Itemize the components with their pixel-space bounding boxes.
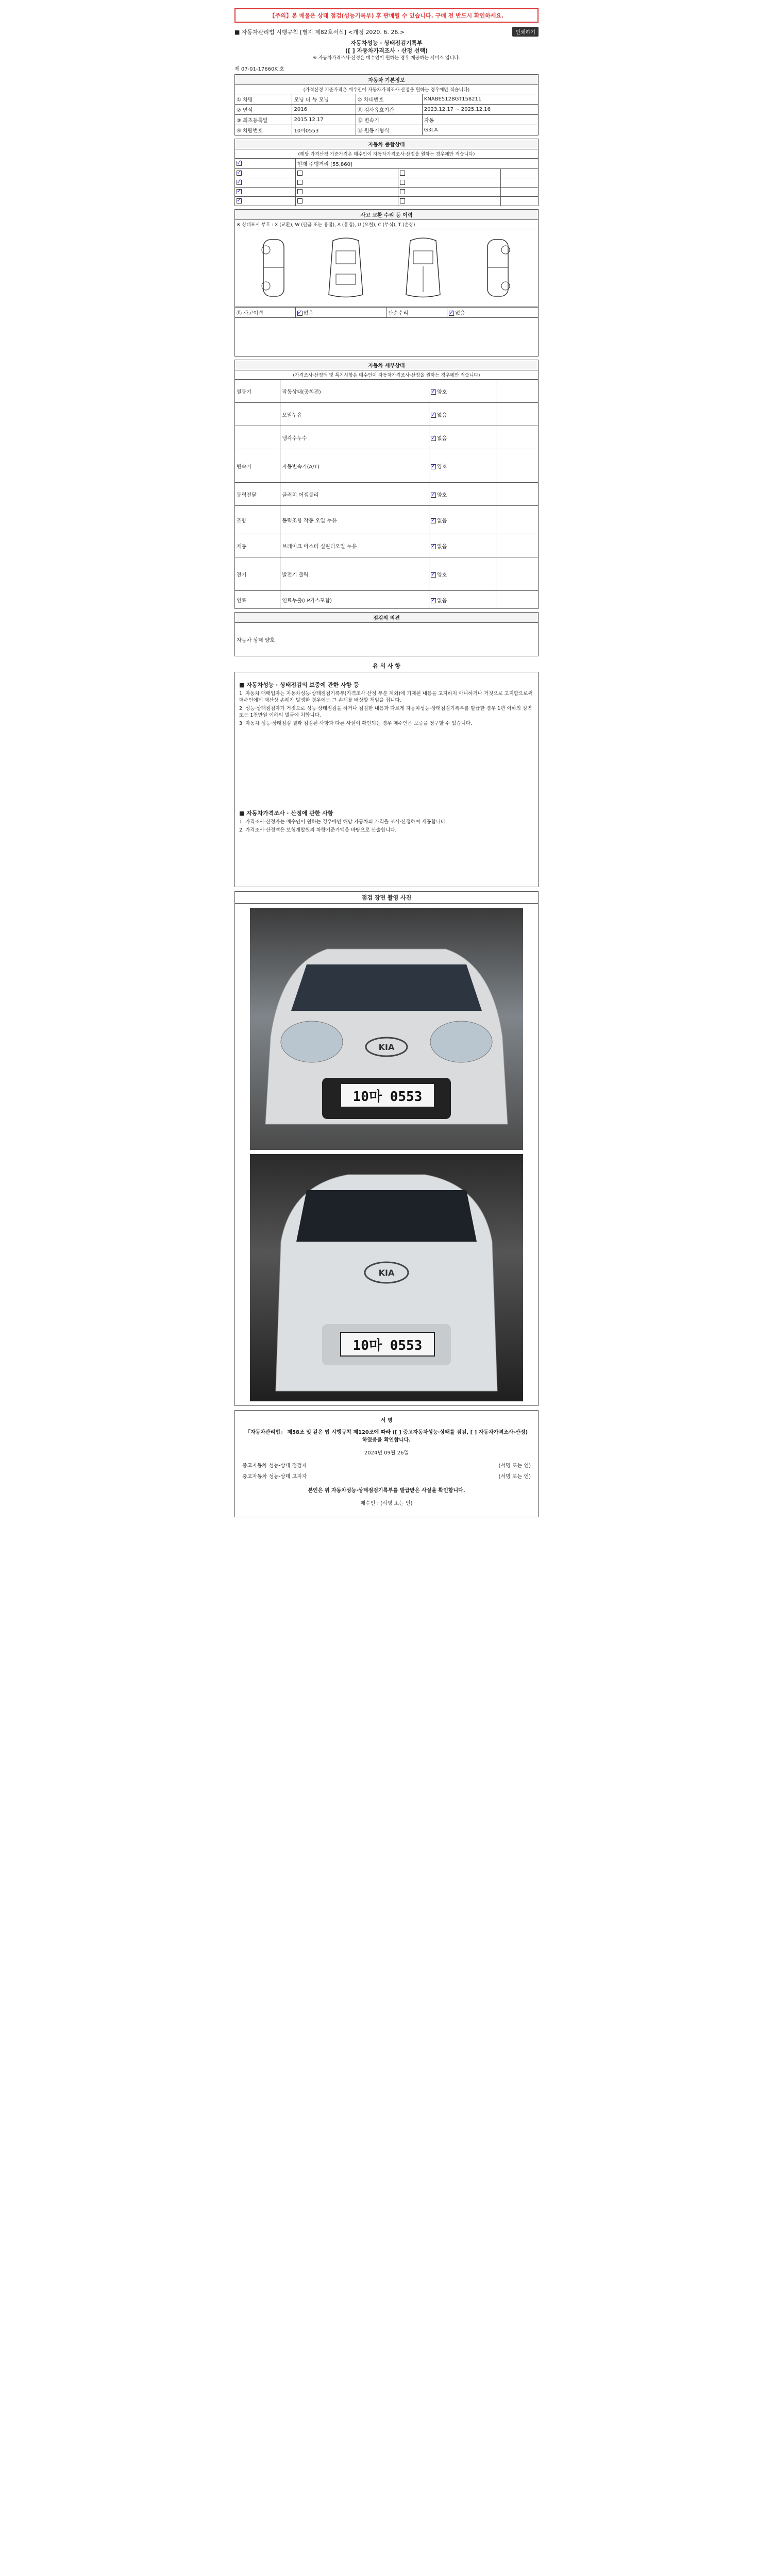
checkbox-icon xyxy=(297,311,303,316)
repair-value: 없음 xyxy=(455,311,465,316)
seller-label: 중고자동차 성능·상태 고지자 xyxy=(242,1474,307,1480)
basic-info-note: (가격산정 기준가격은 매수인이 자동차가격조사·산정을 원하는 경우에만 적습니다) xyxy=(235,85,539,94)
cell: 연료 xyxy=(235,591,280,609)
cell: 변속기 xyxy=(235,449,280,483)
status-heading: 자동차 종합상태 xyxy=(235,139,539,149)
cell: 2015.12.17 xyxy=(292,115,356,125)
cell: 조향 xyxy=(235,506,280,534)
checkbox-icon xyxy=(297,189,303,194)
accident-value: 없음 xyxy=(303,311,314,316)
checkbox-icon xyxy=(400,180,405,185)
car-right-side-icon xyxy=(469,235,526,300)
car-front-image xyxy=(250,908,523,1150)
cell: 연료누출(LP가스포함) xyxy=(280,591,429,609)
cell: KNABE512BGT158211 xyxy=(422,94,538,105)
checkbox-icon xyxy=(237,189,242,194)
checkbox-icon xyxy=(431,389,436,395)
cell: ① 차명 xyxy=(235,94,292,105)
signature-statement: 「자동차관리법」 제58조 및 같은 법 시행규칙 제120조에 따라 ([ ] 중고자동차성능·상태를 점검, [ ] 자동차가격조사·산정) 하였음을 확인합니다. xyxy=(245,1430,528,1443)
checkbox-icon xyxy=(297,171,303,176)
form-title-block xyxy=(234,39,539,62)
cell: 오일누유 xyxy=(280,403,429,426)
table-row xyxy=(235,105,539,115)
table-row xyxy=(235,197,539,206)
checkbox-icon xyxy=(431,493,436,498)
cell: 작동상태(공회전) xyxy=(280,380,429,403)
accident-label: ⑪ 사고이력 xyxy=(235,308,296,318)
cell: 없음 xyxy=(436,544,447,550)
signature-heading: 서 명 xyxy=(380,1418,393,1423)
checkbox-icon xyxy=(431,572,436,578)
cell: 2016 xyxy=(292,105,356,115)
cell: ⑩ 차대번호 xyxy=(356,94,422,105)
signature-date: 2024년 09월 26일 xyxy=(364,1450,409,1456)
cell: 자동 xyxy=(422,115,538,125)
damage-legend: ※ 상태표시 부호 : X (교환), W (판금 또는 용접), A (흠집), U (요철), C (부식), T (손상) xyxy=(235,220,539,229)
table-row xyxy=(235,188,539,197)
form-note: ※ 자동차가격조사·산정은 매수인이 원하는 경우 제공하는 서비스 입니다. xyxy=(313,56,460,61)
signature-row xyxy=(242,1472,531,1480)
basic-info-heading: 자동차 기본정보 xyxy=(235,75,539,85)
cell: 제동 xyxy=(235,534,280,557)
cell: 양호 xyxy=(436,464,447,470)
cell: 없음 xyxy=(436,518,447,524)
checkbox-icon xyxy=(431,544,436,549)
cell: 없음 xyxy=(436,598,447,604)
cell: ③ 최초등록일 xyxy=(235,115,292,125)
checkbox-icon xyxy=(431,518,436,523)
seller-value: (서명 또는 인) xyxy=(498,1474,531,1480)
opinion-heading: 점검의 의견 xyxy=(235,613,539,623)
checkbox-icon xyxy=(237,161,242,166)
car-rear-image xyxy=(250,1154,523,1401)
notes-section-title: ■ 자동차가격조사 · 산정에 관한 사항 xyxy=(239,810,333,817)
front-photo xyxy=(250,908,523,1150)
table-row xyxy=(235,178,539,188)
notes-section-title: ■ 자동차성능 · 상태점검의 보증에 관한 사항 등 xyxy=(239,682,359,688)
cell: 발전기 출력 xyxy=(280,557,429,591)
notes-paragraph: 1. 가격조사·산정자는 매수인이 원하는 경우에만 해당 자동차의 가격을 조사·산정하여 제공합니다. xyxy=(239,819,447,825)
cell xyxy=(235,403,280,426)
cell: ⑫ 변속기 xyxy=(356,115,422,125)
license-plate: 10마 0553 xyxy=(340,1083,435,1108)
cell: ② 연식 xyxy=(235,105,292,115)
cell: 모닝 더 뉴 모닝 xyxy=(292,94,356,105)
cell: 없음 xyxy=(436,412,447,418)
cell: 양호 xyxy=(436,572,447,578)
table-row xyxy=(235,449,539,483)
license-plate: 10마 0553 xyxy=(340,1332,435,1357)
table-row xyxy=(235,308,539,318)
cell: 없음 xyxy=(436,435,447,442)
cell: 자동변속기(A/T) xyxy=(280,449,429,483)
table-row xyxy=(235,426,539,449)
cell: 클러치 어셈블리 xyxy=(280,483,429,506)
damage-table xyxy=(234,209,539,229)
repair-label: 단순수리 xyxy=(386,308,447,318)
form-subtitle: ([ ] 자동차가격조사 · 산정 선택) xyxy=(345,47,428,54)
table-row xyxy=(235,403,539,426)
table-row xyxy=(235,159,539,169)
cell: ④ 차량번호 xyxy=(235,125,292,135)
table-row xyxy=(235,506,539,534)
brand-logo-text: KIA xyxy=(378,1268,395,1278)
cell: 브레이크 마스터 실린더오일 누유 xyxy=(280,534,429,557)
rear-photo xyxy=(250,1154,523,1401)
receiver-statement: 본인은 위 자동차성능·상태점검기록부를 발급받은 사실을 확인합니다. xyxy=(308,1488,465,1494)
table-row xyxy=(235,483,539,506)
checkbox-icon xyxy=(449,311,454,316)
brand-logo-text: KIA xyxy=(378,1042,395,1052)
notice-banner: 【주의】본 매물은 상태 점검(성능기록부) 후 판매될 수 있습니다. 구매 전 반드시 확인하세요. xyxy=(234,8,539,23)
checkbox-icon xyxy=(431,413,436,418)
checkbox-icon xyxy=(400,198,405,204)
table-row xyxy=(235,591,539,609)
inspector-value: (서명 또는 인) xyxy=(498,1463,531,1469)
checkbox-icon xyxy=(431,436,436,441)
law-reference: ■ 자동차관리법 시행규칙 [별지 제82호서식] <개정 2020. 6. 26.> xyxy=(234,29,405,36)
detail-note: (가격조사·산정액 및 특기사항은 매수인이 자동차가격조사·산정을 원하는 경우에만 적습니다) xyxy=(235,370,539,380)
signature-row xyxy=(242,1461,531,1469)
detail-table xyxy=(234,360,539,609)
document-number: 제 07-01-17660K 호 xyxy=(234,66,284,72)
table-row xyxy=(235,380,539,403)
receiver-signature: 매수인 : (서명 또는 인) xyxy=(360,1501,413,1506)
checkbox-icon xyxy=(400,189,405,194)
table-row xyxy=(235,94,539,105)
table-row xyxy=(235,115,539,125)
checkbox-icon xyxy=(431,464,436,469)
cell xyxy=(235,426,280,449)
checkbox-icon xyxy=(237,171,242,176)
checkbox-icon xyxy=(297,180,303,185)
car-top-rear-icon xyxy=(395,235,451,300)
cell: 전기 xyxy=(235,557,280,591)
cell: 냉각수누수 xyxy=(280,426,429,449)
cell: G3LA xyxy=(422,125,538,135)
notes-paragraph: 1. 자동차 매매업자는 자동차성능·상태점검기록부(가격조사·산정 부분 제외)에 기재된 내용을 고지하지 아니하거나 거짓으로 고지함으로써 매수인에게 재산상 손해가 발생한 경우에는 그 손해를 배상할 책임을 집니다. xyxy=(239,691,533,703)
damage-heading: 사고 교환 수리 등 이력 xyxy=(235,210,539,220)
cell: 원동기 xyxy=(235,380,280,403)
car-diagram xyxy=(234,229,539,307)
checkbox-icon xyxy=(297,198,303,204)
cell: 2023.12.17 ~ 2025.12.16 xyxy=(422,105,538,115)
notes-box xyxy=(234,672,539,887)
cell: 10마0553 xyxy=(292,125,356,135)
notes-paragraph: 2. 성능·상태점검자가 거짓으로 성능·상태점검을 하거나 점검한 내용과 다르게 자동차성능·상태점검기록부를 발급한 경우 1년 이하의 징역 또는 1천만원 이하의 벌금에 처합니다. xyxy=(239,706,532,718)
law-reference-row xyxy=(234,28,539,36)
car-top-front-icon xyxy=(317,235,374,300)
cell: 동력전달 xyxy=(235,483,280,506)
table-row xyxy=(235,557,539,591)
inspector-label: 중고자동차 성능·상태 점검자 xyxy=(242,1463,307,1469)
status-table xyxy=(234,139,539,206)
mileage-value: 현재 주행거리 [55,860] xyxy=(295,159,538,169)
status-note: (해당 가격산정 기준가격은 매수인이 자동차가격조사·산정을 원하는 경우에만 적습니다) xyxy=(235,149,539,159)
notes-paragraph: 3. 자동차 성능·상태점검 결과 점검된 사항과 다른 사실이 확인되는 경우 매수인은 보증을 청구할 수 있습니다. xyxy=(239,721,472,726)
form-title: 자동차성능 · 상태점검기록부 xyxy=(350,40,423,46)
notes-paragraph: 2. 가격조사·산정액은 보험개발원의 차량기준가액을 바탕으로 산출합니다. xyxy=(239,827,397,833)
opinion-body: 자동차 상태 양호 xyxy=(235,623,539,656)
checkbox-icon xyxy=(431,598,436,603)
checkbox-icon xyxy=(400,171,405,176)
basic-info-table xyxy=(234,74,539,135)
cell: 동력조향 작동 오일 누유 xyxy=(280,506,429,534)
table-row xyxy=(235,169,539,178)
detail-heading: 자동차 세부상태 xyxy=(235,360,539,370)
photo-section xyxy=(234,891,539,1406)
table-row xyxy=(235,534,539,557)
cell: 양호 xyxy=(436,492,447,498)
notes-heading: 유 의 사 항 xyxy=(373,663,400,669)
cell: ⑪ 검사유효기간 xyxy=(356,105,422,115)
table-row xyxy=(235,125,539,135)
cell: 양호 xyxy=(436,389,447,395)
checkbox-icon xyxy=(237,198,242,204)
signature-block xyxy=(234,1410,539,1517)
accident-table xyxy=(234,307,539,357)
print-button[interactable]: 인쇄하기 xyxy=(512,27,539,37)
report-page xyxy=(234,8,539,1517)
cell: ⑬ 원동기형식 xyxy=(356,125,422,135)
checkbox-icon xyxy=(237,180,242,185)
opinion-table xyxy=(234,612,539,656)
car-left-side-icon xyxy=(245,235,302,300)
photo-heading: 점검 장면 촬영 사진 xyxy=(235,892,538,904)
